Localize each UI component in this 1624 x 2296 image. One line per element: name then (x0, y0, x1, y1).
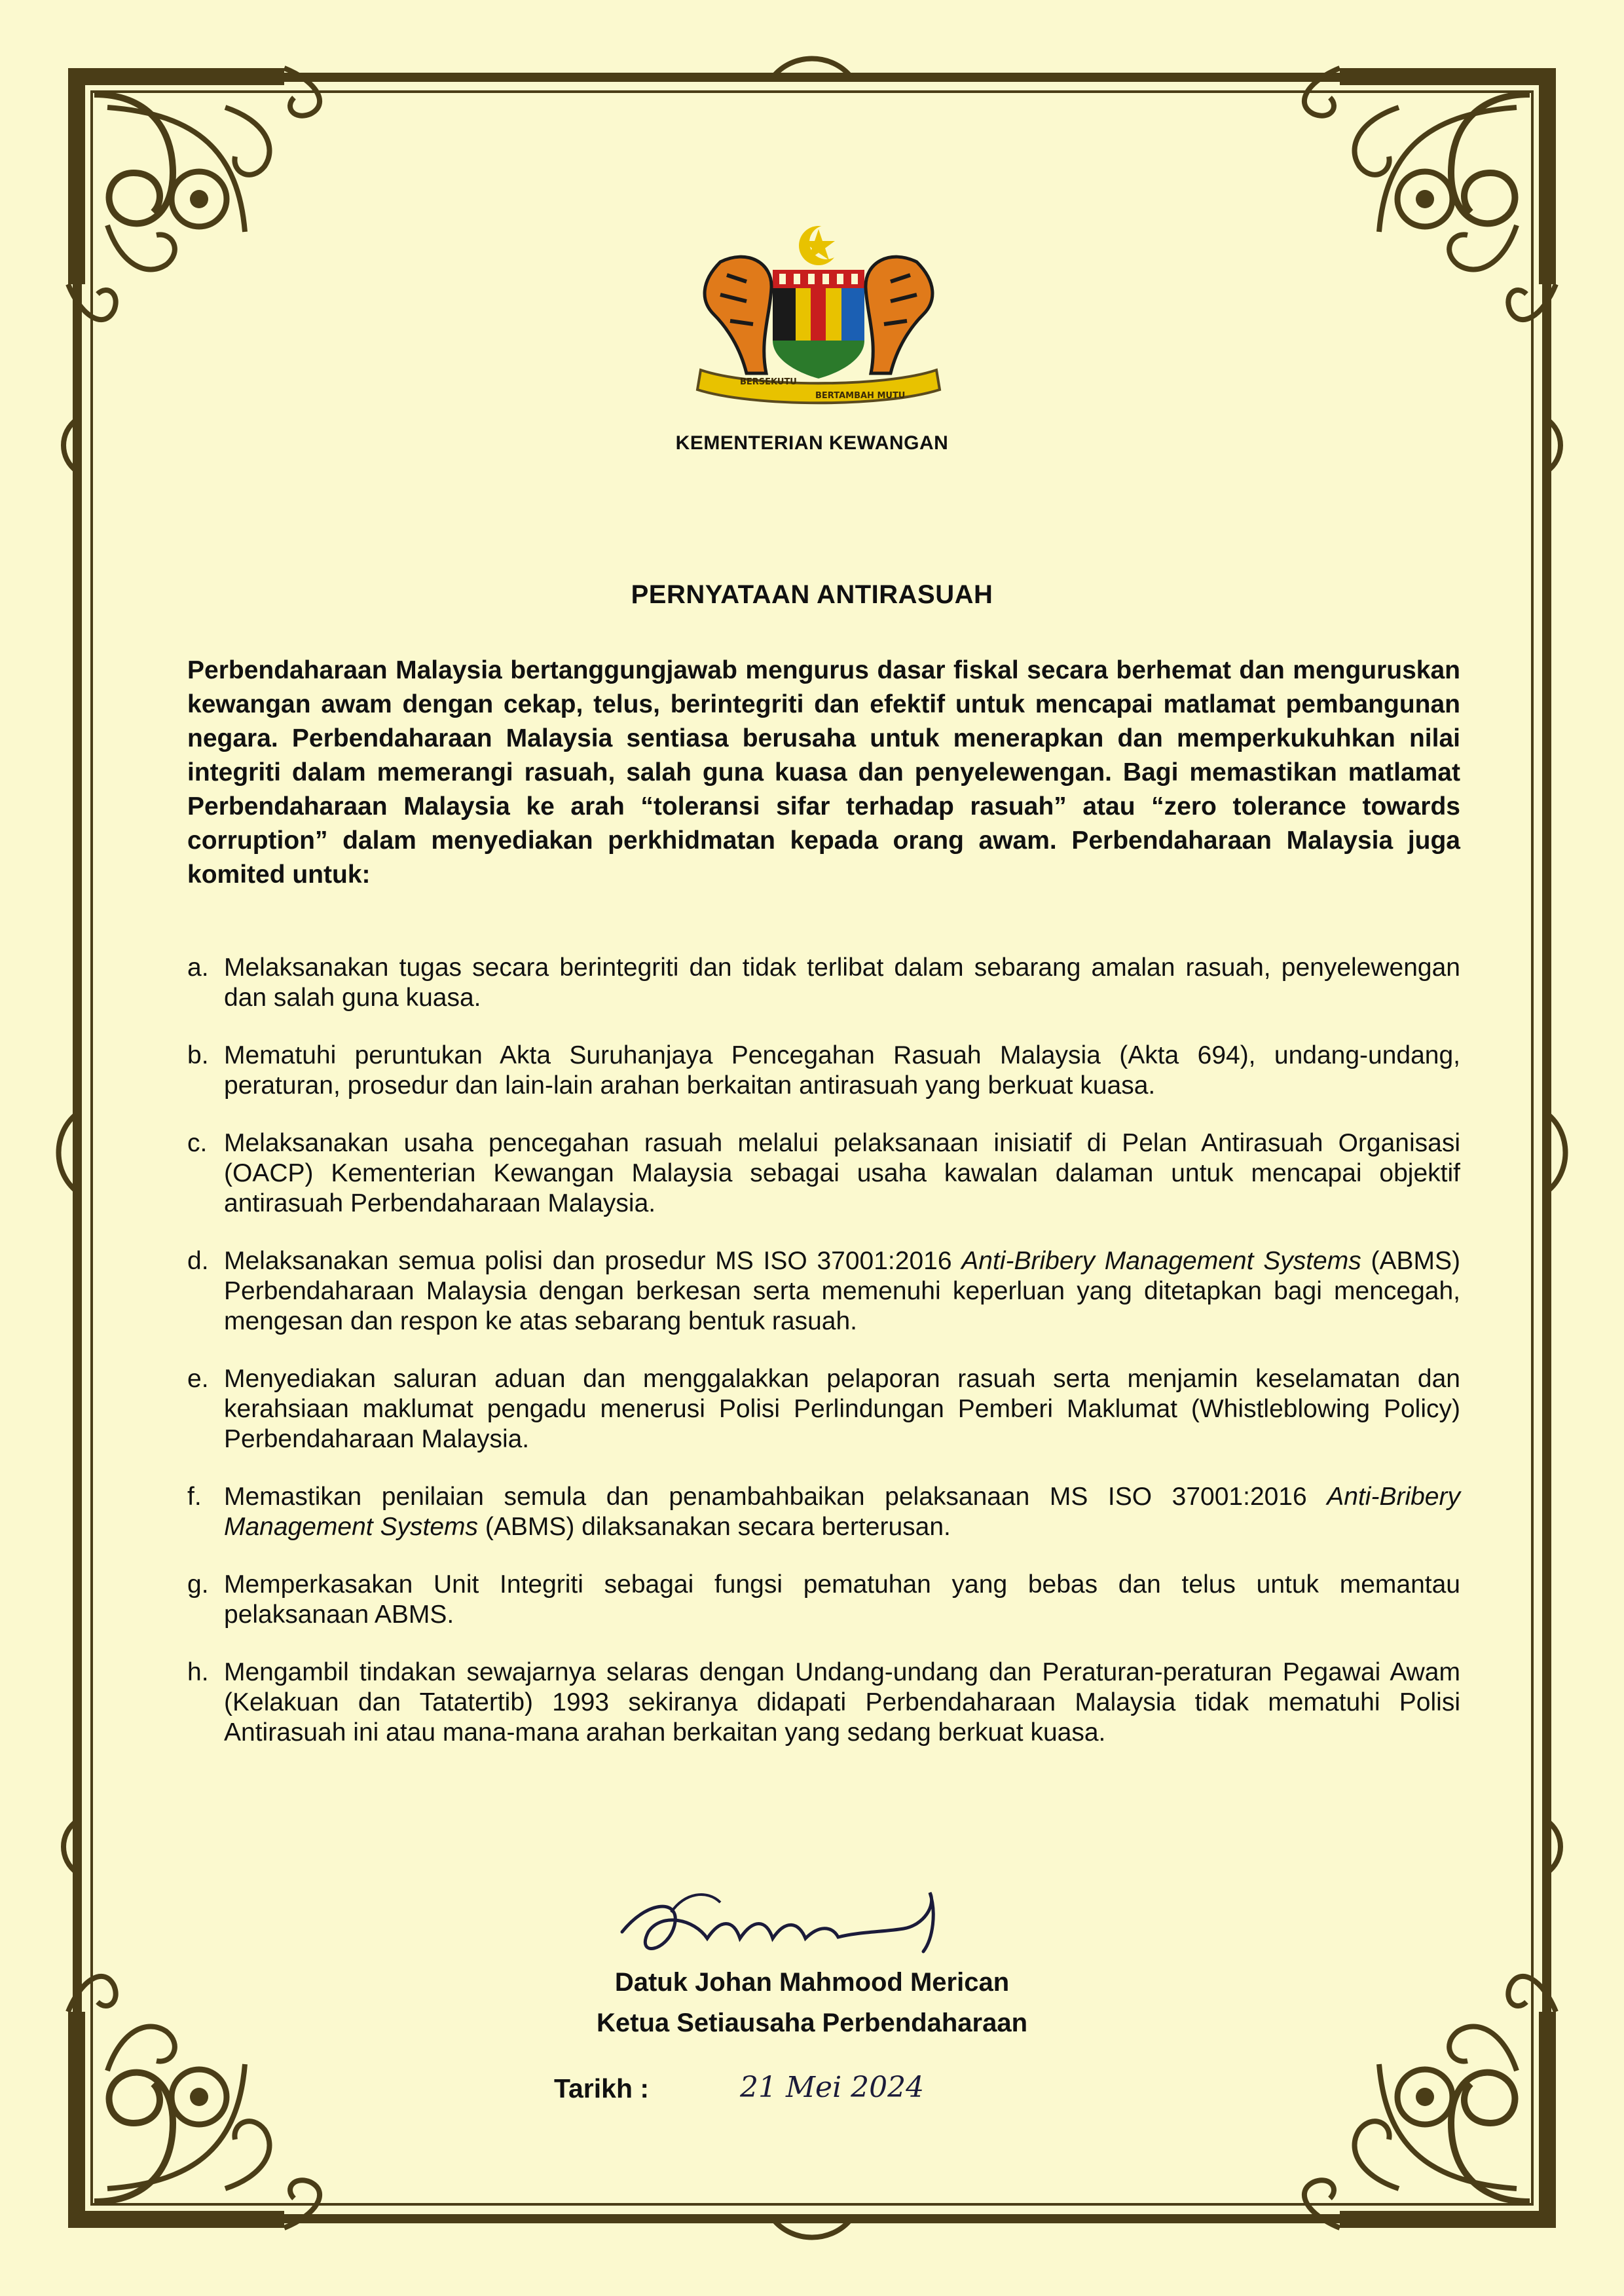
signatory-block (0, 1962, 1624, 2043)
list-item: a. Melaksanakan tugas secara berintegriti dan tidak terlibat dalam sebarang amalan rasuah, penyelewengan dan salah guna kuasa. (187, 954, 1460, 1012)
list-item: d. Melaksanakan semua polisi dan prosedur MS ISO 37001:2016 Anti-Bribery Management Systems (ABMS) Perbendaharaan Malaysia dengan berkesan serta memenuhi keperluan yang ditetapkan bagi mencegah, mengesan dan respon ke atas sebarang bentuk rasuah. (187, 1247, 1461, 1335)
list-item: c. Melaksanakan usaha pencegahan rasuah melalui pelaksanaan inisiatif di Pelan Antirasuah Organisasi (OACP) Kementerian Kewangan Malaysia sebagai usaha kawalan dalaman untuk mencapai objektif antirasuah Perbendaharaan Malaysia. (187, 1129, 1460, 1217)
list-item: b. Mematuhi peruntukan Akta Suruhanjaya Pencegahan Rasuah Malaysia (Akta 694), undang-undang, peraturan, prosedur dan lain-lain arahan berkaitan antirasuah yang berkuat kuasa. (187, 1041, 1460, 1100)
ministry-name: KEMENTERIAN KEWANGAN (675, 432, 949, 454)
svg-text:BERTAMBAH MUTU: BERTAMBAH MUTU (815, 391, 906, 401)
list-item: h. Mengambil tindakan sewajarnya selaras dengan Undang-undang dan Peraturan-peraturan Pegawai Awam (Kelakuan dan Tatatertib) 1993 sekiranya didapati Perbendaharaan Malaysia tidak mematuhi Polisi Antirasuah ini atau mana-mana arahan berkaitan yang sedang berkuat kuasa. (187, 1658, 1460, 1747)
list-item: f. Memastikan penilaian semula dan penambahbaikan pelaksanaan MS ISO 37001:2016 Anti-Bribery Management Systems (ABMS) dilaksanakan secara berterusan. (187, 1483, 1460, 1541)
page-title: PERNYATAAN ANTIRASUAH (631, 580, 993, 609)
list-item: e. Menyediakan saluran aduan dan menggalakkan pelaporan rasuah serta menjamin keselamatan dan kerahsiaan maklumat pengadu menerusi Polisi Perlindungan Pemberi Maklumat (Whistleblowing Policy) Perbendaharaan Malaysia. (187, 1365, 1460, 1453)
handwritten-signature (609, 1886, 976, 1971)
signatory-name: Datuk Johan Mahmood Merican (614, 1968, 1010, 1997)
date-value: 21 Mei 2024 (740, 2071, 925, 2104)
signatory-position: Ketua Setiausaha Perbendaharaan (596, 2009, 1028, 2037)
intro-paragraph: Perbendaharaan Malaysia bertanggungjawab mengurus dasar fiskal secara berhemat dan menguruskan kewangan awam dengan cekap, telus, berintegriti dan efektif untuk mencapai matlamat pembangunan negara. Perbendaharaan Malaysia sentiasa berusaha untuk menerapkan dan memperkukuhkan nilai integriti dalam memerangi rasuah, salah guna kuasa dan penyelewengan. Bagi memastikan matlamat Perbendaharaan Malaysia ke arah “toleransi sifar terhadap rasuah” atau “zero tolerance towards corruption” dalam menyediakan perkhidmatan kepada orang awam. Perbendaharaan Malaysia juga komited untuk: (187, 656, 1460, 889)
date-label: Tarikh : (554, 2073, 650, 2103)
commitment-list (187, 953, 1460, 1775)
list-item: g. Memperkasakan Unit Integriti sebagai fungsi pematuhan yang bebas dan telus untuk memantau pelaksanaan ABMS. (187, 1570, 1460, 1629)
svg-text:BERSEKUTU: BERSEKUTU (740, 377, 797, 387)
malaysia-coat-of-arms-logo (674, 216, 963, 419)
